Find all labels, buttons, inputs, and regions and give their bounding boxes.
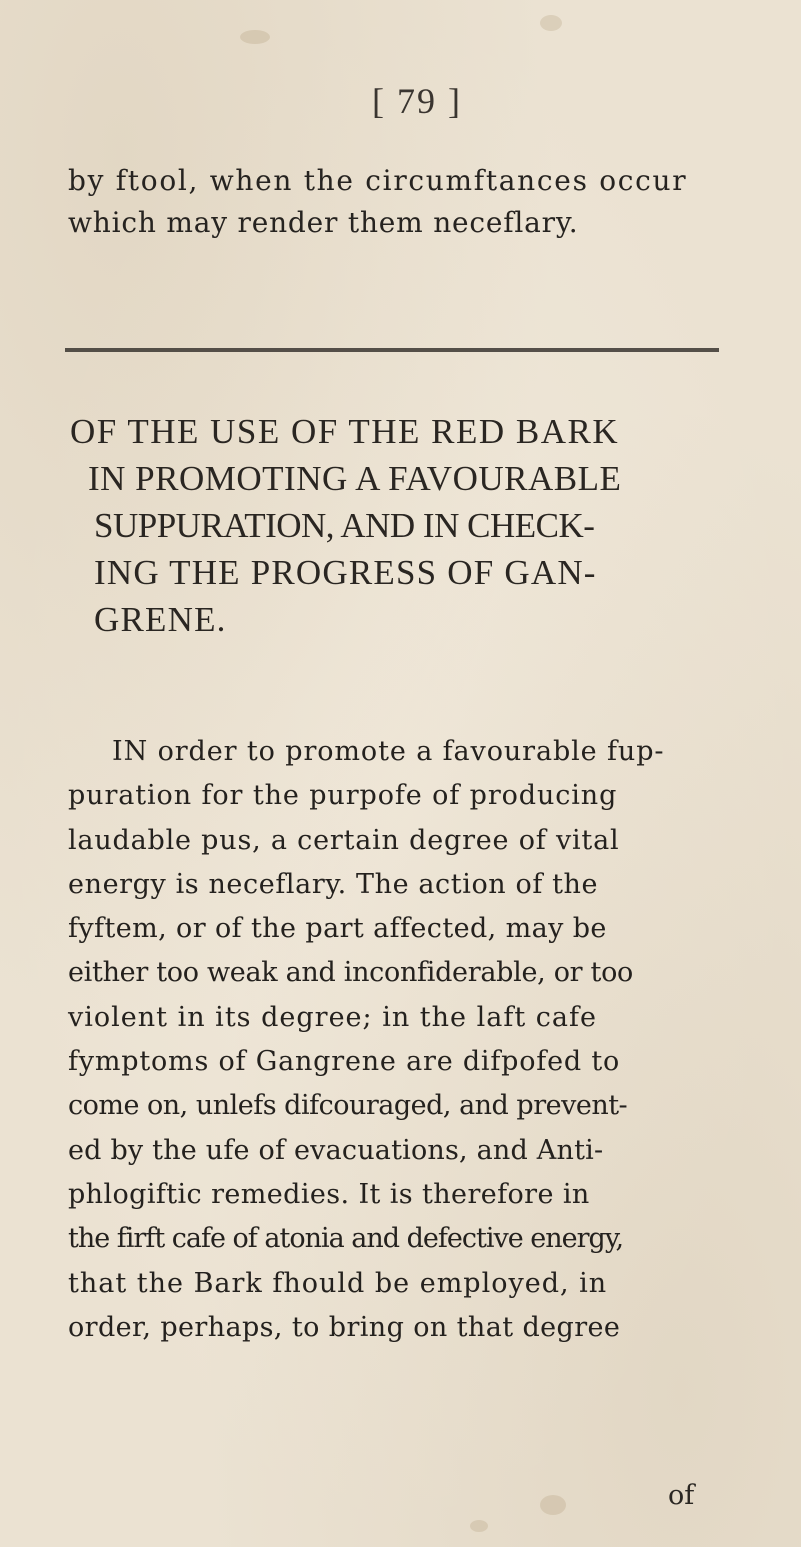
continuation-paragraph bbox=[68, 160, 748, 244]
body-line: fyftem, or of the part affected, may be bbox=[68, 913, 607, 945]
body-line: order, perhaps, to bring on that degree bbox=[68, 1311, 621, 1343]
page-number: [ 79 ] bbox=[372, 81, 462, 121]
catchword: of bbox=[668, 1480, 695, 1511]
heading-line: OF THE USE OF THE RED BARK bbox=[70, 412, 620, 451]
section-divider bbox=[65, 348, 719, 352]
foxing-spot bbox=[470, 1520, 488, 1532]
body-line: ed by the ufe of evacuations, and Anti- bbox=[68, 1134, 604, 1166]
text-line: which may render them neceflary. bbox=[68, 206, 579, 239]
foxing-spot bbox=[540, 15, 562, 31]
body-line: fymptoms of Gangrene are difpofed to bbox=[68, 1046, 621, 1078]
foxing-spot bbox=[540, 1495, 566, 1515]
body-line: puration for the purpofe of producing bbox=[68, 780, 618, 812]
section-heading bbox=[70, 408, 770, 643]
body-line: come on, unlefs difcouraged, and prevent- bbox=[68, 1090, 628, 1122]
heading-line: ING THE PROGRESS OF GAN- bbox=[94, 553, 597, 592]
heading-line: SUPPURATION, AND IN CHECK- bbox=[94, 506, 595, 545]
body-line: violent in its degree; in the laft cafe bbox=[68, 1001, 597, 1033]
heading-line: IN PROMOTING A FAVOURABLE bbox=[88, 459, 622, 498]
body-line: laudable pus, a certain degree of vital bbox=[68, 824, 620, 856]
body-line: energy is neceflary. The action of the bbox=[68, 868, 599, 900]
heading-line: GRENE. bbox=[94, 600, 227, 639]
body-line: that the Bark fhould be employed, in bbox=[68, 1267, 608, 1299]
foxing-spot bbox=[240, 30, 270, 44]
body-line: the firft cafe of atonia and defective energy, bbox=[68, 1223, 624, 1255]
body-line: phlogiftic remedies. It is therefore in bbox=[68, 1178, 590, 1210]
body-line: either too weak and inconfiderable, or too bbox=[68, 957, 634, 989]
section-body bbox=[68, 730, 748, 1350]
body-line: IN order to promote a favourable fup- bbox=[112, 736, 665, 767]
text-line: by ftool, when the circumftances occur bbox=[68, 164, 688, 197]
